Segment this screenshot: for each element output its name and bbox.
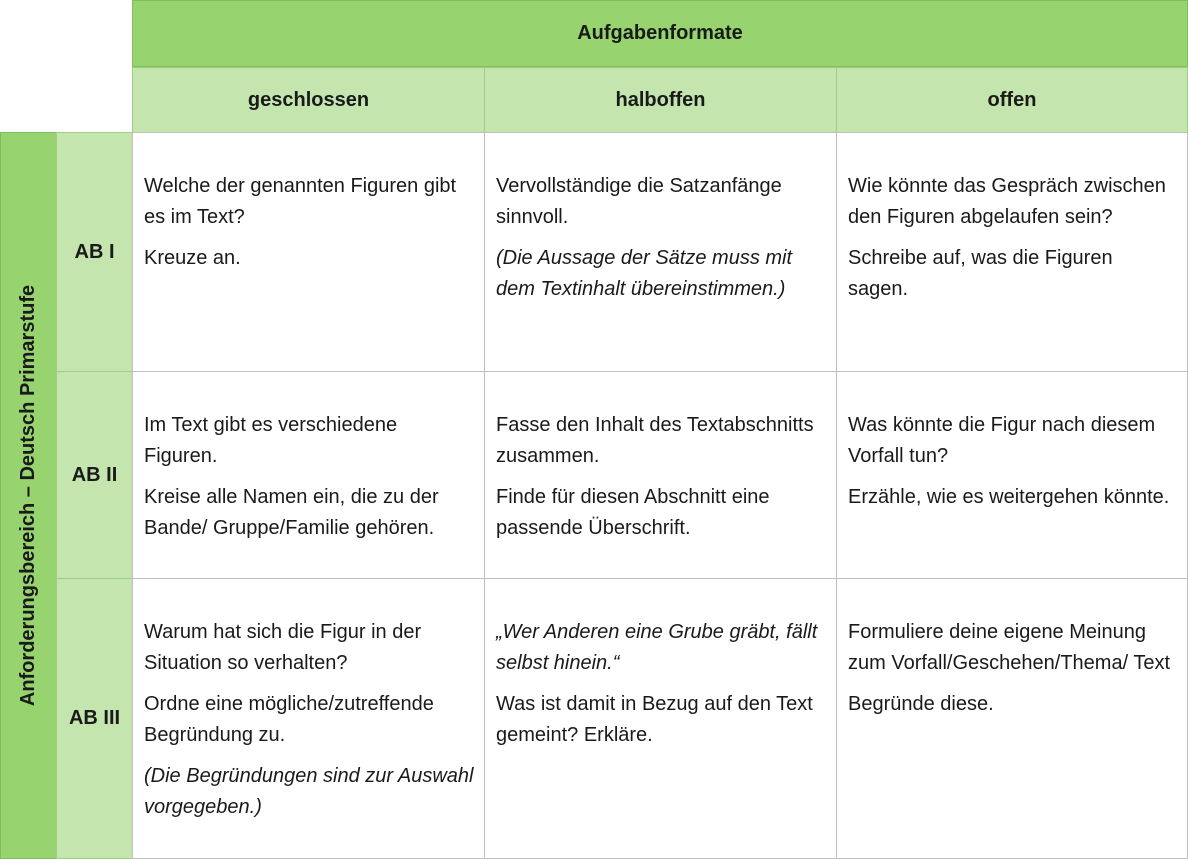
cell-ab2-halboffen (484, 371, 837, 579)
cell-quote: „Wer Anderen eine Grube gräbt, fällt selbst hinein.“ (496, 621, 818, 674)
cell-ab3-offen (836, 578, 1188, 859)
cell-text: Kreuze an. (144, 247, 241, 269)
cell-ab1-halboffen (484, 132, 837, 372)
cell-text: Finde für diesen Abschnitt eine passende Überschrift. (496, 486, 770, 539)
column-header-offen: offen (836, 67, 1188, 133)
cell-text: Was ist damit in Bezug auf den Text gemeint? Erkläre. (496, 693, 813, 746)
cell-ab1-offen (836, 132, 1188, 372)
cell-text: Welche der genannten Figuren gibt es im Text? (144, 175, 457, 228)
cell-text: Vervollständige die Satzanfänge sinnvoll. (496, 175, 782, 228)
cell-text: Was könnte die Figur nach diesem Vorfall tun? (848, 414, 1156, 467)
cell-text: Schreibe auf, was die Figuren sagen. (848, 247, 1113, 300)
cell-ab2-offen (836, 371, 1188, 579)
cell-text: Wie könnte das Gespräch zwischen den Figuren abgelaufen sein? (848, 175, 1166, 228)
side-label-text: Anforderungsbereich – Deutsch Primarstufe (17, 284, 39, 707)
cell-text: Erzähle, wie es weitergehen könnte. (848, 486, 1170, 508)
column-header-geschlossen: geschlossen (132, 67, 485, 133)
header-title: Aufgabenformate (132, 0, 1188, 67)
row-label-ab-1: AB I (56, 132, 133, 372)
cell-text: Begründe diese. (848, 693, 994, 715)
cell-text: Kreise alle Namen ein, die zu der Bande/ Gruppe/Familie gehören. (144, 486, 439, 539)
row-label-ab-3: AB III (56, 578, 133, 859)
cell-note: (Die Begründungen sind zur Auswahl vorgegeben.) (144, 765, 474, 818)
row-label-ab-2: AB II (56, 371, 133, 579)
cell-note: (Die Aussage der Sätze muss mit dem Textinhalt übereinstimmen.) (496, 247, 793, 300)
cell-ab3-halboffen (484, 578, 837, 859)
cell-ab2-geschlossen (132, 371, 485, 579)
cell-text: Fasse den Inhalt des Textabschnitts zusammen. (496, 414, 814, 467)
cell-text: Ordne eine mögliche/zutreffende Begründung zu. (144, 693, 434, 746)
cell-text: Warum hat sich die Figur in der Situation so verhalten? (144, 621, 422, 674)
cell-ab1-geschlossen (132, 132, 485, 372)
cell-ab3-geschlossen (132, 578, 485, 859)
cell-text: Formuliere deine eigene Meinung zum Vorfall/Geschehen/Thema/ Text (848, 621, 1171, 674)
cell-text: Im Text gibt es verschiedene Figuren. (144, 414, 398, 467)
column-header-halboffen: halboffen (484, 67, 837, 133)
side-label (0, 132, 57, 859)
